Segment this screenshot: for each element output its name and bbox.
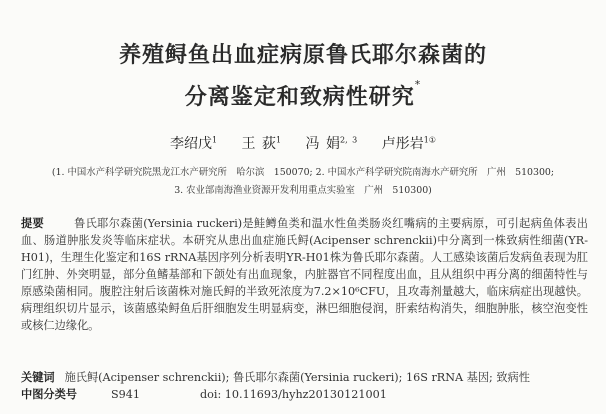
classification-code: S941 xyxy=(110,388,140,401)
author-affiliation-mark: 1 xyxy=(276,135,282,145)
abstract-text: 鲁氏耶尔森菌(Yersinia ruckeri)是鲑鳟鱼类和温水性鱼类肠炎红嘴病的主要病原，可引起病鱼体表出血、肠道肿胀发炎等临床症状。本研究从患出血症施氏鲟(Acipenser schrenckii)中分离到一株致病性细菌(YR-H01)，生理生化鉴定和16S rRNA基因序列分析表明YR-H01株为鲁氏耶尔森菌。人工感染该菌后发病鱼表现为肛门红肿、外突明显，部分鱼鳍基部和下颌处有出血现象，内脏器官不同程度出血，且从组织中再分离的细菌特性与原感染菌相同。腹腔注射后该菌株对施氏鲟的半致死浓度为7.2×10⁶CFU，且攻毒剂量越大，临床病症出现越快。病理组织切片显示，该菌感染鲟鱼后肝细胞发生明显病变，淋巴细胞侵润，肝索结构消失，细胞肿胀，核空泡变性或核仁边缘化。 xyxy=(21,217,588,332)
keywords xyxy=(21,369,588,385)
author-affiliation-mark: 1 xyxy=(212,135,218,145)
author-affiliation-mark: 2, 3 xyxy=(340,135,358,145)
author-name: 王 荻 xyxy=(241,136,276,152)
author xyxy=(242,136,282,152)
keywords-label: 关键词 xyxy=(21,371,55,384)
doi: doi: 10.11693/hyhz20130121001 xyxy=(199,388,387,401)
abstract-label: 提要 xyxy=(21,217,45,230)
author xyxy=(382,136,436,152)
abstract xyxy=(21,215,588,334)
author xyxy=(170,136,217,152)
paper-title-line-1: 养殖鲟鱼出血症病原鲁氏耶尔森菌的 xyxy=(118,43,487,68)
keywords-text: 施氏鲟(Acipenser schrenckii); 鲁氏耶尔森菌(Yersinia ruckeri); 16S rRNA 基因; 致病性 xyxy=(64,371,530,384)
paper-title-line-2-text: 分离鉴定和致病性研究 xyxy=(184,85,415,110)
author-name: 李绍戊 xyxy=(170,136,212,152)
author-list xyxy=(0,133,606,153)
author-affiliation-mark: 1① xyxy=(423,135,436,145)
title-footnote-mark: * xyxy=(414,78,422,91)
author xyxy=(306,136,358,152)
affiliation-line-2: 3. 农业部南海渔业资源开发利用重点实验室 广州 510300) xyxy=(174,185,432,196)
classification xyxy=(21,386,588,402)
paper-title-line-2 xyxy=(0,80,606,111)
affiliation-line-1: (1. 中国水产科学研究院黑龙江水产研究所 哈尔滨 150070; 2. 中国水产科学研究院南海水产研究所 广州 510300; xyxy=(51,167,555,178)
author-name: 卢彤岩 xyxy=(381,136,424,152)
classification-label: 中图分类号 xyxy=(21,388,77,401)
author-name: 冯 娟 xyxy=(305,136,340,152)
